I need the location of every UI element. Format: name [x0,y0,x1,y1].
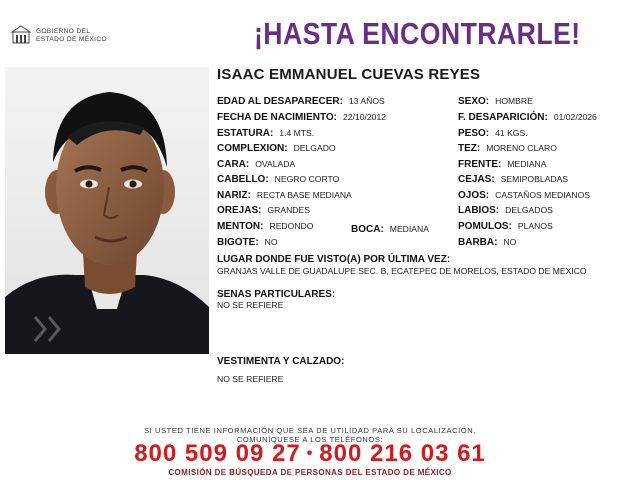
field-fecha-nacimiento: FECHA DE NACIMIENTO: 22/10/2012 [217,112,387,123]
field-labios: LABIOS: DELGADOS [458,205,553,216]
government-logo [10,24,128,48]
field-cara: CARA: OVALADA [217,159,296,170]
person-name: ISAAC EMMANUEL CUEVAS REYES [217,66,481,83]
state-seal-icon [10,24,32,46]
field-cejas: CEJAS: SEMIPOBLADAS [458,174,569,185]
gov-name-line2: ESTADO DE MÉXICO [36,36,107,43]
field-barba: BARBA: NO [458,237,517,248]
field-bigote: BIGOTE: NO [217,237,278,248]
field-estatura: ESTATURA: 1.4 MTS. [217,128,315,139]
field-boca: BOCA: MEDIANA [351,224,429,235]
missing-person-photo [5,67,209,354]
gov-name-line1: GOBIERNO DEL [36,28,91,35]
field-pomulos: POMULOS: PLANOS [458,221,553,232]
field-edad: EDAD AL DESAPARECER: 13 AÑOS [217,96,385,107]
vestimenta-value: NO SE REFIERE [217,374,284,384]
phone-number-1[interactable]: 800 509 09 27 [134,440,301,467]
info-line-1: SI USTED TIENE INFORMACIÓN QUE SEA DE UTILIDAD PARA SU LOCALIZACIÓN, [144,426,476,435]
field-orejas: OREJAS: GRANDES [217,205,310,216]
field-frente: FRENTE: MEDIANA [458,159,547,170]
field-peso: PESO: 41 KGS. [458,128,528,139]
field-ojos: OJOS: CASTAÑOS MEDIANOS [458,190,590,201]
field-sexo: SEXO: HOMBRE [458,96,533,107]
senas-label: SENAS PARTICULARES: [217,289,336,300]
phone-separator: • [306,445,314,462]
field-nariz: NARIZ: RECTA BASE MEDIANA [217,190,352,201]
phone-numbers [0,440,620,468]
field-fecha-desaparicion: F. DESAPARICIÓN: 01/02/2026 [458,112,597,123]
banner-title: ¡HASTA ENCONTRARLE! [254,16,581,51]
field-cabello: CABELLO: NEGRO CORTO [217,174,340,185]
vestimenta-label: VESTIMENTA Y CALZADO: [217,356,345,367]
field-menton: MENTON: REDONDO [217,221,314,232]
last-seen-value: GRANJAS VALLE DE GUADALUPE SEC. B, ECATEPEC DE MORELOS, ESTADO DE MEXICO [217,266,587,276]
last-seen-label: LUGAR DONDE FUE VISTO(A) POR ÚLTIMA VEZ: [217,254,451,265]
info-line-2: COMUNÍQUESE A LOS TELÉFONOS: [236,435,384,444]
field-tez: TEZ: MORENO CLARO [458,143,557,154]
field-complexion: COMPLEXION: DELGADO [217,143,336,154]
phone-number-2[interactable]: 800 216 03 61 [319,440,486,467]
commission-name: COMISIÓN DE BÚSQUEDA DE PERSONAS DEL ESTADO DE MÉXICO [168,468,452,477]
senas-value: NO SE REFIERE [217,300,284,310]
